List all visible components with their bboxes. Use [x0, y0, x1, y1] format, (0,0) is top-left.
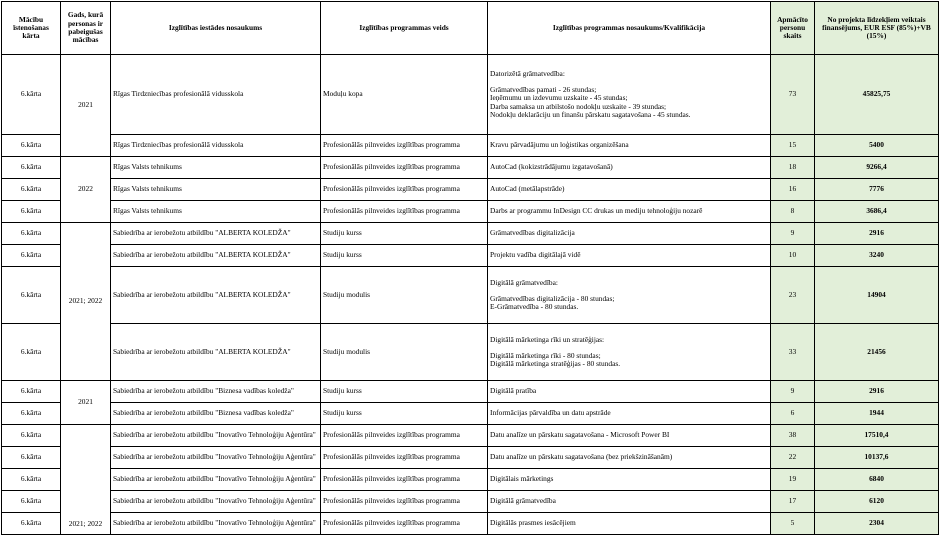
program-type-cell: Profesionālās pilnveides izglītības programma [321, 201, 488, 223]
funding-cell: 6120 [815, 491, 939, 513]
persons-cell: 16 [771, 179, 815, 201]
funding-cell: 10137,6 [815, 447, 939, 469]
table-row [2, 157, 939, 179]
program-name-cell: Grāmatvedības digitalizācija [488, 223, 771, 245]
program-type-cell: Studiju kurss [321, 403, 488, 425]
table-row [2, 201, 939, 223]
program-name-cell: AutoCad (metālapstrāde) [488, 179, 771, 201]
funding-cell: 2916 [815, 223, 939, 245]
funding-cell: 45825,75 [815, 55, 939, 135]
institution-cell: Sabiedrība ar ierobežotu atbildību "ALBERTA KOLEDŽA" [111, 245, 321, 267]
institution-cell: Sabiedrība ar ierobežotu atbildību "Inovatīvo Tehnoloģiju Aģentūra" [111, 491, 321, 513]
persons-cell: 73 [771, 55, 815, 135]
institution-cell: Sabiedrība ar ierobežotu atbildību "Inovatīvo Tehnoloģiju Aģentūra" [111, 469, 321, 491]
round-cell: 6.kārta [2, 447, 61, 469]
round-cell: 6.kārta [2, 267, 61, 324]
program-name-cell: Digitālā grāmatvedība [488, 491, 771, 513]
program-name-cell: Datu analīze un pārskatu sagatavošana - Microsoft Power BI [488, 425, 771, 447]
program-name-cell: Digitālais mārketings [488, 469, 771, 491]
funding-cell: 7776 [815, 179, 939, 201]
funding-cell: 1944 [815, 403, 939, 425]
header-funding: No projekta līdzekļiem veiktais finansējums, EUR ESF (85%)+VB (15%) [815, 2, 939, 55]
persons-cell: 22 [771, 447, 815, 469]
round-cell: 6.kārta [2, 245, 61, 267]
institution-cell: Rīgas Tirdzniecības profesionālā vidusskola [111, 135, 321, 157]
persons-cell: 6 [771, 403, 815, 425]
funding-cell: 5400 [815, 135, 939, 157]
table-row [2, 403, 939, 425]
program-line: Digitālā mārketinga rīki un stratēģijas: [490, 334, 605, 344]
program-name-cell [488, 324, 771, 381]
training-results-table [1, 1, 939, 535]
funding-cell: 6840 [815, 469, 939, 491]
program-line: Digitālā mārketinga rīki - 80 stundas; [490, 350, 601, 360]
program-type-cell: Profesionālās pilnveides izglītības programma [321, 447, 488, 469]
program-line: Nodokļu deklarāciju un finanšu pārskatu sagatavošana - 45 stundas. [490, 109, 691, 119]
persons-cell: 8 [771, 201, 815, 223]
program-line: Digitālā grāmatvedība: [490, 277, 558, 287]
table-row [2, 324, 939, 381]
table-row [2, 447, 939, 469]
round-cell: 6.kārta [2, 135, 61, 157]
header-institution: Izglītības iestādes nosaukums [111, 2, 321, 55]
funding-cell: 3686,4 [815, 201, 939, 223]
round-cell: 6.kārta [2, 223, 61, 245]
institution-cell: Rīgas Tirdzniecības profesionālā vidusskola [111, 55, 321, 135]
year-cell: 2021; 2022 [61, 223, 111, 381]
program-type-cell: Studiju modulis [321, 324, 488, 381]
year-cell: 2021 [61, 381, 111, 425]
persons-cell: 5 [771, 513, 815, 535]
table-row [2, 135, 939, 157]
program-type-cell: Studiju kurss [321, 223, 488, 245]
program-line: Grāmatvedības pamati - 26 stundas; [490, 85, 597, 95]
persons-cell: 9 [771, 381, 815, 403]
header-persons: Apmācīto personu skaits [771, 2, 815, 55]
header-row [2, 2, 939, 55]
program-type-cell: Profesionālās pilnveides izglītības programma [321, 469, 488, 491]
round-cell: 6.kārta [2, 403, 61, 425]
persons-cell: 38 [771, 425, 815, 447]
program-name-cell: Digitālās prasmes iesācējiem [488, 513, 771, 535]
program-type-cell: Profesionālās pilnveides izglītības programma [321, 179, 488, 201]
header-round: Mācību īstenošanas kārta [2, 2, 61, 55]
program-name-cell: Datu analīze un pārskatu sagatavošana (bez priekšzināšanām) [488, 447, 771, 469]
table-row [2, 179, 939, 201]
table-row [2, 425, 939, 447]
year-cell: 2022 [61, 157, 111, 223]
institution-cell: Sabiedrība ar ierobežotu atbildību "Inovatīvo Tehnoloģiju Aģentūra" [111, 425, 321, 447]
persons-cell: 10 [771, 245, 815, 267]
program-name-cell: Digitālā pratība [488, 381, 771, 403]
table-row [2, 513, 939, 535]
persons-cell: 18 [771, 157, 815, 179]
persons-cell: 17 [771, 491, 815, 513]
persons-cell: 19 [771, 469, 815, 491]
round-cell: 6.kārta [2, 381, 61, 403]
funding-cell: 14904 [815, 267, 939, 324]
table-row [2, 491, 939, 513]
funding-cell: 17510,4 [815, 425, 939, 447]
institution-cell: Sabiedrība ar ierobežotu atbildību "ALBERTA KOLEDŽA" [111, 324, 321, 381]
program-line: Digitālā mārketinga stratēģijas - 80 stundas. [490, 359, 621, 369]
institution-cell: Rīgas Valsts tehnikums [111, 201, 321, 223]
program-name-cell [488, 267, 771, 324]
program-type-cell: Profesionālās pilnveides izglītības programma [321, 425, 488, 447]
round-cell: 6.kārta [2, 157, 61, 179]
table-row [2, 267, 939, 324]
persons-cell: 23 [771, 267, 815, 324]
institution-cell: Sabiedrība ar ierobežotu atbildību "Biznesa vadības koledža" [111, 381, 321, 403]
funding-cell: 9266,4 [815, 157, 939, 179]
table-row [2, 469, 939, 491]
persons-cell: 15 [771, 135, 815, 157]
round-cell: 6.kārta [2, 513, 61, 535]
program-type-cell: Studiju kurss [321, 381, 488, 403]
round-cell: 6.kārta [2, 201, 61, 223]
year-cell: 2021; 2022 [61, 425, 111, 535]
round-cell: 6.kārta [2, 179, 61, 201]
program-name-cell [488, 55, 771, 135]
table-row [2, 381, 939, 403]
program-line: Ieņēmumu un izdevumu uzskaite - 45 stundas; [490, 93, 628, 103]
table-row [2, 223, 939, 245]
table-row [2, 55, 939, 135]
funding-cell: 3240 [815, 245, 939, 267]
program-type-cell: Profesionālās pilnveides izglītības programma [321, 157, 488, 179]
program-type-cell: Studiju modulis [321, 267, 488, 324]
funding-cell: 21456 [815, 324, 939, 381]
round-cell: 6.kārta [2, 55, 61, 135]
program-name-cell: AutoCad (kokizstrādājumu izgatavošanā) [488, 157, 771, 179]
institution-cell: Sabiedrība ar ierobežotu atbildību "Biznesa vadības koledža" [111, 403, 321, 425]
funding-cell: 2304 [815, 513, 939, 535]
funding-cell: 2916 [815, 381, 939, 403]
program-line: E-Grāmatvedība - 80 stundas. [490, 302, 579, 312]
institution-cell: Sabiedrība ar ierobežotu atbildību "ALBERTA KOLEDŽA" [111, 223, 321, 245]
program-type-cell: Profesionālās pilnveides izglītības programma [321, 491, 488, 513]
program-type-cell: Profesionālās pilnveides izglītības programma [321, 513, 488, 535]
program-name-cell: Informācijas pārvaldība un datu apstrāde [488, 403, 771, 425]
program-type-cell: Profesionālās pilnveides izglītības programma [321, 135, 488, 157]
year-cell: 2021 [61, 55, 111, 157]
program-line: Datorizētā grāmatvedība: [490, 68, 565, 78]
persons-cell: 33 [771, 324, 815, 381]
table-row [2, 245, 939, 267]
round-cell: 6.kārta [2, 425, 61, 447]
header-program-name: Izglītības programmas nosaukums/Kvalifikācija [488, 2, 771, 55]
program-name-cell: Darbs ar programmu InDesign CC drukas un mediju tehnoloģiju nozarē [488, 201, 771, 223]
institution-cell: Sabiedrība ar ierobežotu atbildību "Inovatīvo Tehnoloģiju Aģentūra" [111, 513, 321, 535]
institution-cell: Rīgas Valsts tehnikums [111, 179, 321, 201]
program-line: Grāmatvedības digitalizācija - 80 stundas; [490, 293, 615, 303]
institution-cell: Rīgas Valsts tehnikums [111, 157, 321, 179]
institution-cell: Sabiedrība ar ierobežotu atbildību "Inovatīvo Tehnoloģiju Aģentūra" [111, 447, 321, 469]
institution-cell: Sabiedrība ar ierobežotu atbildību "ALBERTA KOLEDŽA" [111, 267, 321, 324]
program-line: Darba samaksa un atbilstošo nodokļu uzskaite - 39 stundas; [490, 101, 667, 111]
program-name-cell: Kravu pārvadājumu un loģistikas organizēšana [488, 135, 771, 157]
round-cell: 6.kārta [2, 491, 61, 513]
persons-cell: 9 [771, 223, 815, 245]
header-program-type: Izglītības programmas veids [321, 2, 488, 55]
header-year: Gads, kurā personas ir pabeigušas mācības [61, 2, 111, 55]
program-type-cell: Moduļu kopa [321, 55, 488, 135]
round-cell: 6.kārta [2, 469, 61, 491]
program-type-cell: Studiju kurss [321, 245, 488, 267]
round-cell: 6.kārta [2, 324, 61, 381]
program-name-cell: Projektu vadība digitālajā vidē [488, 245, 771, 267]
